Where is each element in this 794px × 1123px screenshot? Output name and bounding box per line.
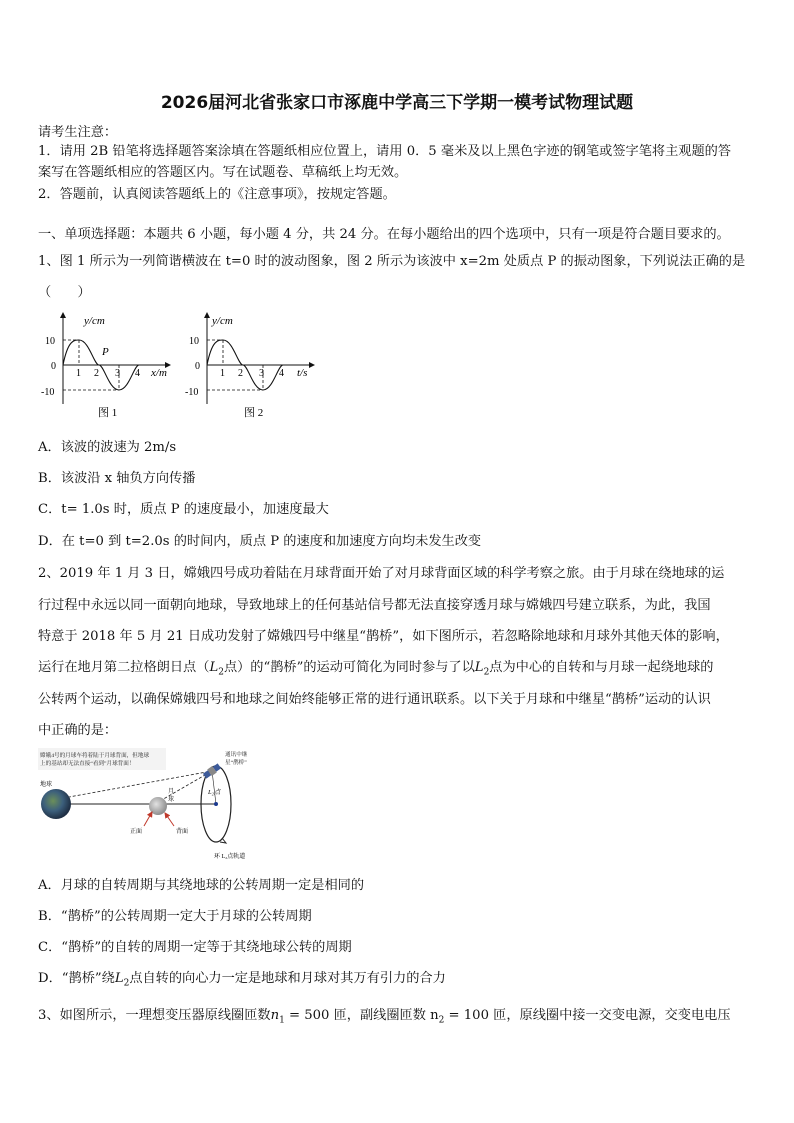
fig1-caption: 图 1 [98,407,118,419]
q1-stem-a: 1、图 1 所示为一列简谐横波在 t=0 时的波动图象，图 2 所示为该波中 x=2m 处质点 P 的振动图象，下列说法正确的是 [38,254,746,269]
q2-line-3: 特意于 2018 年 5 月 21 日成功发射了嫦娥四号中继星“鹊桥”，如下图所示，若忽略除地球和月球外其他天体的影响， [38,629,729,644]
x-tick: 3 [115,368,120,379]
y-tick: 10 [189,336,199,347]
x-tick: 1 [220,368,225,379]
q1-option-c: C．t= 1.0s 时，质点 P 的速度最小，加速度最大 [38,502,329,517]
svg-text:上的基站却无法直接“看到”月球背面！: 上的基站却无法直接“看到”月球背面！ [40,761,135,767]
relay-satellite-icon [202,763,221,780]
svg-text:环 L₂点轨道: 环 L₂点轨道 [214,854,246,860]
svg-text:正面: 正面 [130,829,143,835]
x-tick: 2 [94,368,99,379]
svg-text:L₂点: L₂点 [208,789,221,796]
section-header: 一、单项选择题：本题共 6 小题，每小题 4 分，共 24 分。在每小题给出的四个选项中，只有一项是符合题目要求的。 [38,227,730,242]
y-axis-label: y/cm [212,315,233,327]
svg-text:星“鹊桥”: 星“鹊桥” [225,760,247,766]
y-axis-label: y/cm [84,315,105,327]
fig2-caption: 图 2 [244,407,264,419]
svg-text:通讯中继: 通讯中继 [225,752,248,758]
svg-text:背面: 背面 [176,829,189,835]
notice-item-1b: 案写在答题纸相应的答题区内。写在试题卷、草稿纸上均无效。 [38,165,408,180]
svg-text:地球: 地球 [40,782,53,788]
symbol-l: L [114,971,124,986]
page-title: 2026届河北省张家口市涿鹿中学高三下学期一模考试物理试题 [160,93,634,113]
notice-item-1a: 1．请用 2B 铅笔将选择题答案涂填在答题纸相应位置上，请用 0．5 毫米及以上黑色字迹的钢笔或签字笔将主观题的答 [38,144,732,159]
vibration-graph-fig2 [180,308,320,420]
x-tick: 2 [238,368,243,379]
q2-line-6: 中正确的是： [38,723,118,738]
svg-text:嫦娥4号的月球车将着陆于月球背面，但地球: 嫦娥4号的月球车将着陆于月球背面，但地球 [40,753,150,759]
y-tick: 0 [195,361,200,372]
q3-stem: 3、如图所示，一理想变压器原线圈匝数$n_1 = 500$ 匝，副线圈匝数 $n_2 = 100$ 匝，原线圈中接一交变电源，交变电电压 [38,1008,731,1026]
notice-item-2: 2．答题前，认真阅读答题纸上的《注意事项》，按规定答题。 [38,187,396,202]
q2-option-b: B．“鹊桥”的公转周期一定大于月球的公转周期 [38,909,312,924]
x-tick: 4 [135,368,140,379]
l2-point-dot [214,802,218,806]
q2-line-4: 运行在地月第二拉格朗日点（$L_2$点）的“鹊桥”的运动可简化为同时参与了以$L_2$点为中心的自转和与月球一起绕地球的 [38,660,714,678]
q2-line-5: 公转两个运动，以确保嫦娥四号和地球之间始终能够正常的进行通讯联系。以下关于月球和中继星“鹊桥”运动的认识 [38,692,711,707]
q2-option-a: A．月球的自转周期与其绕地球的公转周期一定是相同的 [38,878,365,893]
svg-text:月: 月 [168,789,175,795]
wave-graph-fig1 [36,308,176,420]
q1-option-b: B．该波沿 x 轴负方向传播 [38,471,196,486]
symbol-l: L [474,660,484,675]
q1-stem-b: （ ） [38,285,91,300]
y-tick: -10 [185,387,199,398]
x-axis-label: t/s [297,367,308,379]
svg-text:球: 球 [168,797,175,803]
point-p-label: P [102,346,109,358]
q2-option-c: C．“鹊桥”的自转的周期一定等于其绕地球公转的周期 [38,940,352,955]
x-tick: 4 [279,368,284,379]
earth-moon-relay-figure [36,744,268,862]
q2-line-1: 2、2019 年 1 月 3 日，嫦娥四号成功着陆在月球背面开始了对月球背面区域的科学考察之旅。由于月球在绕地球的运 [38,566,725,581]
q2-line-2: 行过程中永远以同一面朝向地球，导致地球上的任何基站信号都无法直接穿透月球与嫦娥四号建立联系，为此，我国 [38,598,711,613]
symbol-l: L [209,660,219,675]
y-tick: 0 [51,361,56,372]
x-axis-label: x/m [151,367,167,379]
q1-option-a: A．该波的波速为 2m/s [38,440,177,455]
earth-icon [41,789,71,819]
q1-option-d: D．在 t=0 到 t=2.0s 的时间内，质点 P 的速度和加速度方向均未发生改变 [38,534,482,549]
y-tick: 10 [45,336,55,347]
q2-option-d: D．“鹊桥”绕$L_2$点自转的向心力一定是地球和月球对其万有引力的合力 [38,971,446,989]
y-tick: -10 [41,387,55,398]
notice-header: 请考生注意： [38,125,118,140]
x-tick: 3 [259,368,264,379]
x-tick: 1 [76,368,81,379]
